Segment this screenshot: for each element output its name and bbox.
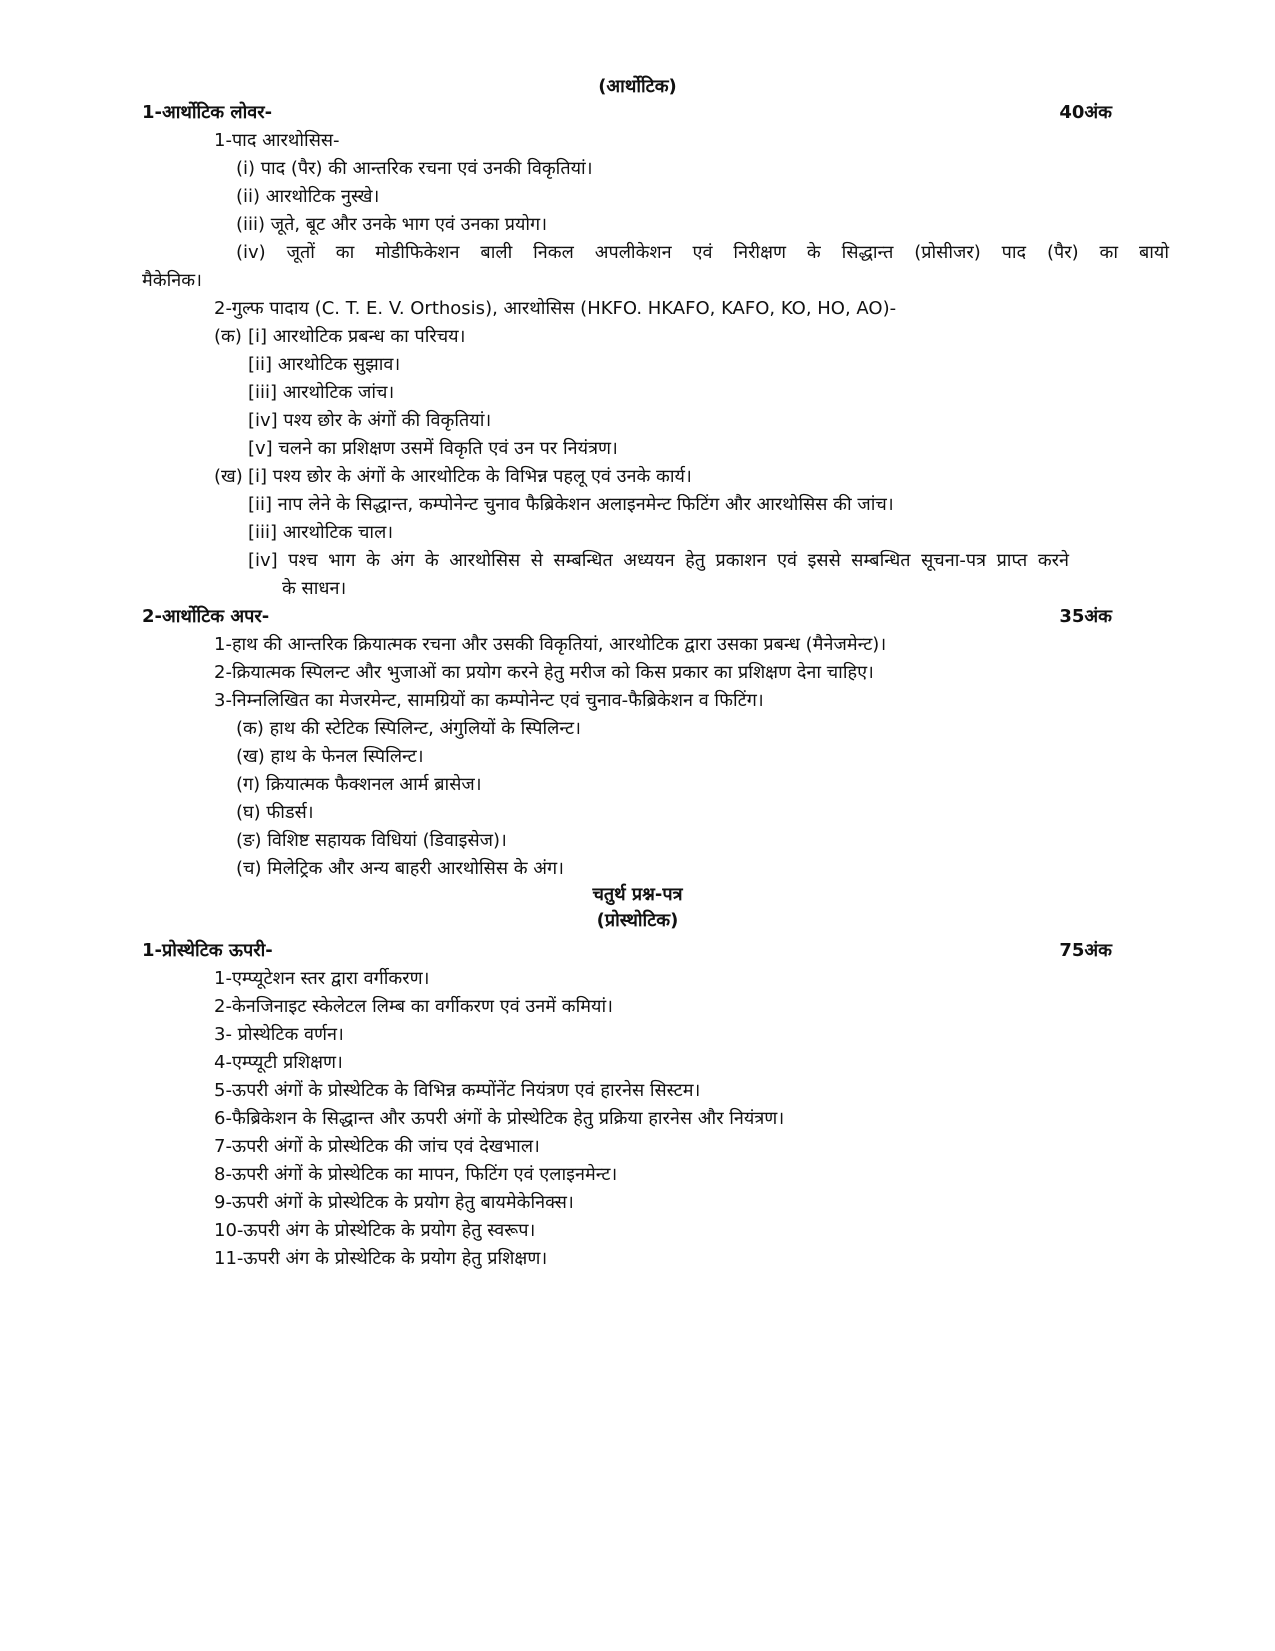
subsection-title: 1-पाद आरथोसिस-	[214, 130, 340, 151]
list-item: (ग) क्रियात्मक फैक्शनल आर्म ब्रासेज।	[236, 774, 482, 795]
list-item: [iii] आरथोटिक जांच।	[248, 382, 395, 403]
list-item: 1-एम्प्यूटेशन स्तर द्वारा वर्गीकरण।	[214, 968, 430, 989]
list-item: 2-केनजिनाइट स्केलेटल लिम्ब का वर्गीकरण एवं उनमें कमियां।	[214, 996, 613, 1017]
list-item: (ङ) विशिष्ट सहायक विधियां (डिवाइसेज)।	[236, 830, 507, 851]
paper-subtitle: (प्रोस्थोटिक)	[596, 910, 679, 931]
list-item: 10-ऊपरी अंग के प्रोस्थेटिक के प्रयोग हेतु स्वरूप।	[214, 1220, 536, 1241]
group-marker: (क)	[214, 326, 242, 347]
section-heading-orthotic-lower: 1-आर्थोटिक लोवर-	[142, 102, 273, 123]
list-item: (iv) जूतों का मोडीफिकेशन बाली निकल अपलीकेशन एवं निरीक्षण के सिद्धान्त (प्रोसीजर) पाद (पैर) का बायो	[236, 242, 1169, 263]
list-item: 4-एम्प्यूटी प्रशिक्षण।	[214, 1052, 343, 1073]
subsection-title: 2-गुल्फ पादाय (C. T. E. V. Orthosis), आरथोसिस (HKFO. HKAFO, KAFO, KO, HO, AO)-	[214, 298, 897, 319]
list-item: (ii) आरथोटिक नुस्खे।	[236, 186, 380, 207]
list-item: (क) हाथ की स्टेटिक स्पिलिन्ट, अंगुलियों के स्पिलिन्ट।	[236, 718, 581, 739]
section-heading-prosthetic-upper: 1-प्रोस्थेटिक ऊपरी-	[142, 940, 273, 961]
list-item: 3-निम्नलिखित का मेजरमेन्ट, सामग्रियों का कम्पोनेन्ट एवं चुनाव-फैब्रिकेशन व फिटिंग।	[214, 690, 764, 711]
list-item: 6-फैब्रिकेशन के सिद्धान्त और ऊपरी अंगों के प्रोस्थेटिक हेतु प्रक्रिया हारनेस और नियंत्रण।	[214, 1108, 785, 1129]
list-item: [ii] नाप लेने के सिद्धान्त, कम्पोनेन्ट चुनाव फैब्रिकेशन अलाइनमेन्ट फिटिंग और आरथोसिस की जांच।	[248, 494, 894, 515]
list-item: (i) पाद (पैर) की आन्तरिक रचना एवं उनकी विकृतियां।	[236, 158, 593, 179]
list-item: [iii] आरथोटिक चाल।	[248, 522, 394, 543]
list-item: [i] आरथोटिक प्रबन्ध का परिचय।	[248, 326, 466, 347]
section-heading-orthotic-upper: 2-आर्थोटिक अपर-	[142, 606, 270, 627]
list-item: (च) मिलेट्रिक और अन्य बाहरी आरथोसिस के अंग।	[236, 858, 564, 879]
list-item: [ii] आरथोटिक सुझाव।	[248, 354, 401, 375]
list-item: (ख) हाथ के फेनल स्पिलिन्ट।	[236, 746, 424, 767]
list-item: [v] चलने का प्रशिक्षण उसमें विकृति एवं उन पर नियंत्रण।	[248, 438, 618, 459]
list-item: 1-हाथ की आन्तरिक क्रियात्मक रचना और उसकी विकृतियां, आरथोटिक द्वारा उसका प्रबन्ध (मैनेजमेन्ट)।	[214, 634, 887, 655]
marks-orthotic-upper: 35अंक	[1059, 606, 1112, 627]
section-title: (आर्थोटिक)	[598, 76, 677, 97]
list-item: 5-ऊपरी अंगों के प्रोस्थेटिक के विभिन्न कम्पोंनेंट नियंत्रण एवं हारनेस सिस्टम।	[214, 1080, 701, 1101]
list-item: (घ) फीडर्स।	[236, 802, 314, 823]
list-item: 3- प्रोस्थेटिक वर्णन।	[214, 1024, 344, 1045]
list-item-continuation: मैकेनिक।	[142, 270, 202, 291]
marks-prosthetic-upper: 75अंक	[1059, 940, 1112, 961]
list-item: 7-ऊपरी अंगों के प्रोस्थेटिक की जांच एवं देखभाल।	[214, 1136, 540, 1157]
list-item: (iii) जूते, बूट और उनके भाग एवं उनका प्रयोग।	[236, 214, 548, 235]
list-item: 9-ऊपरी अंगों के प्रोस्थेटिक के प्रयोग हेतु बायमेकेनिक्स।	[214, 1192, 574, 1213]
list-item: 8-ऊपरी अंगों के प्रोस्थेटिक का मापन, फिटिंग एवं एलाइनमेन्ट।	[214, 1164, 618, 1185]
paper-title: चतुर्थ प्रश्न-पत्र	[592, 884, 683, 905]
group-marker: (ख)	[214, 466, 243, 487]
list-item-continuation: के साधन।	[282, 578, 347, 599]
marks-orthotic-lower: 40अंक	[1059, 102, 1112, 123]
list-item: 2-क्रियात्मक स्पिलन्ट और भुजाओं का प्रयोग करने हेतु मरीज को किस प्रकार का प्रशिक्षण देना चाहिए।	[214, 662, 874, 683]
list-item: 11-ऊपरी अंग के प्रोस्थेटिक के प्रयोग हेतु प्रशिक्षण।	[214, 1248, 548, 1269]
list-item: [iv] पश्य छोर के अंगों की विकृतियां।	[248, 410, 492, 431]
list-item: [iv] पश्च भाग के अंग के आरथोसिस से सम्बन्धित अध्ययन हेतु प्रकाशन एवं इससे सम्बन्धित सूचना-पत्र प्राप्त करने	[248, 550, 1069, 571]
list-item: [i] पश्य छोर के अंगों के आरथोटिक के विभिन्न पहलू एवं उनके कार्य।	[248, 466, 692, 487]
